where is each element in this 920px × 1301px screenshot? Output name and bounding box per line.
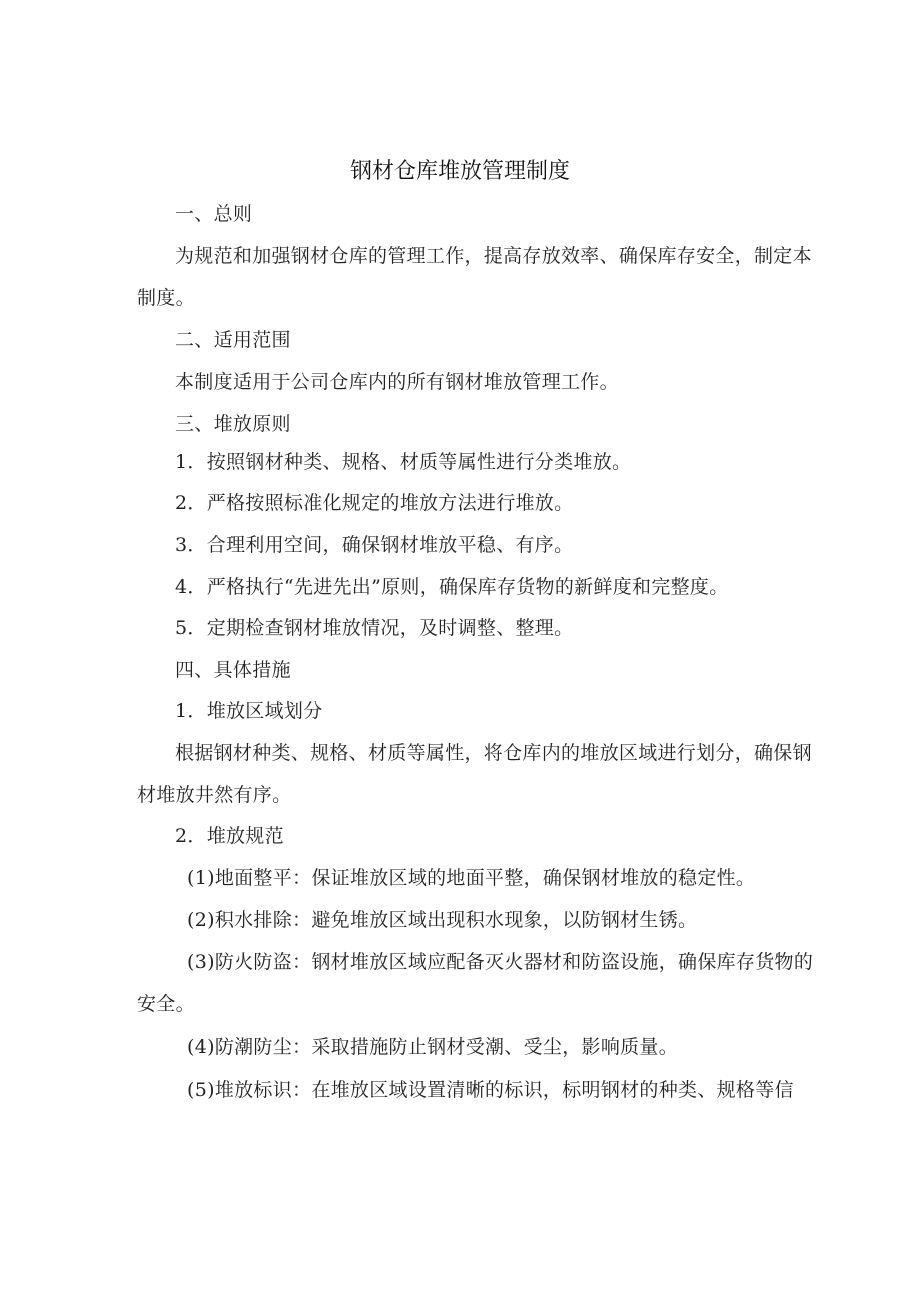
subsection-heading: 2．堆放规范 — [175, 825, 284, 847]
list-item: 4．严格执行“先进先出”原则，确保库存货物的新鲜度和完整度。 — [175, 576, 729, 598]
paragraph-line: 安全。 — [137, 993, 195, 1015]
list-item: 2．严格按照标准化规定的堆放方法进行堆放。 — [175, 492, 574, 514]
list-item: 1．按照钢材种类、规格、材质等属性进行分类堆放。 — [175, 451, 632, 473]
section-heading: 三、堆放原则 — [175, 413, 291, 435]
paragraph-line: 为规范和加强钢材仓库的管理工作，提高存放效率、确保库存安全，制定本 — [175, 245, 812, 267]
list-item: (5)堆放标识：在堆放区域设置清晰的标识，标明钢材的种类、规格等信 — [187, 1079, 794, 1101]
list-item: (2)积水排除：避免堆放区域出现积水现象，以防钢材生锈。 — [187, 909, 698, 931]
list-item: 5．定期检查钢材堆放情况，及时调整、整理。 — [175, 617, 574, 639]
page-title: 钢材仓库堆放管理制度 — [349, 159, 570, 184]
list-item: (4)防潮防尘：采取措施防止钢材受潮、受尘，影响质量。 — [187, 1036, 679, 1058]
section-heading: 四、具体措施 — [175, 659, 291, 681]
list-item: 3．合理利用空间，确保钢材堆放平稳、有序。 — [175, 534, 574, 556]
paragraph-line: 根据钢材种类、规格、材质等属性，将仓库内的堆放区域进行划分，确保钢 — [175, 742, 812, 764]
paragraph-line: 材堆放井然有序。 — [137, 784, 292, 806]
paragraph-line: 制度。 — [137, 287, 195, 309]
list-item: (1)地面整平：保证堆放区域的地面平整，确保钢材堆放的稳定性。 — [187, 867, 756, 889]
subsection-heading: 1．堆放区域划分 — [175, 700, 323, 722]
list-item: (3)防火防盗：钢材堆放区域应配备灭火器材和防盗设施，确保库存货物的 — [187, 951, 814, 973]
paragraph-line: 本制度适用于公司仓库内的所有钢材堆放管理工作。 — [175, 371, 619, 393]
section-heading: 一、总则 — [175, 203, 253, 225]
section-heading: 二、适用范围 — [175, 329, 291, 351]
